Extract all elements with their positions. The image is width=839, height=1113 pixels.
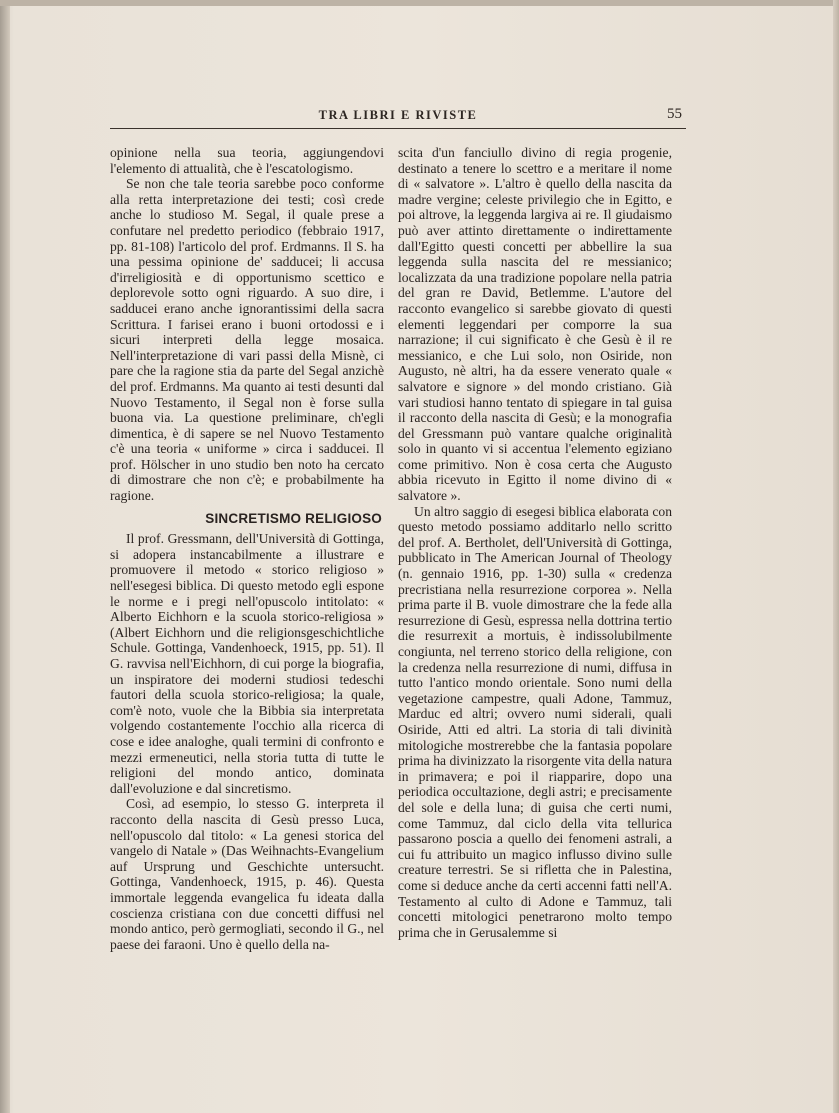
page-right-edge — [833, 0, 839, 1113]
paragraph: scita d'un fanciullo divino di regia progenie, destinato a tenere lo scettro e a meritare il nome di « salvatore ». L'altro è quello della nascita da madre vergine; celeste privilegio che in Egitto, e poi altrove, la leggenda largiva ai re. Il giudaismo può aver attinto direttamente o indirettamente dall'Egitto questi concetti per abbellire la sua leggenda sulla nascita del re messianico; localizzata da una tradizione popolare nella patria del gran re David, Betlemme. L'autore del racconto evangelico si sarebbe giovato di questi elementi leggendari per comporre la sua narrazione; il cui significato è che Gesù è il re messianico, e che Lui solo, non Osiride, non Augusto, nè altri, ha da essere venerato quale « salvatore e signore » del mondo cristiano. Già vari studiosi hanno tentato di spiegare in tal guisa il racconto della nascita di Gesù; e la monografia del Gressmann può vantare qualche originalità solo in quanto vi si accentua l'elemento egiziano come primitivo. Non è cosa certa che Augusto abbia ricevuto in Egitto il nome divino di « salvatore ». — [398, 145, 672, 504]
right-column — [398, 145, 672, 940]
running-title: TRA LIBRI E RIVISTE — [318, 108, 478, 122]
book-spine-shadow — [0, 0, 10, 1113]
paragraph: Se non che tale teoria sarebbe poco conforme alla retta interpretazione dei testi; così crede anche lo studioso M. Segal, il quale prese a confutare nel predetto periodico (febbraio 1917, pp. 81-108) l'articolo del prof. Erdmanns. Il S. ha una pessima opinione de' sadducei; li accusa d'irreligiosità e di opportunismo scettico e deplorevole sotto ogni riguardo. A suo dire, i sadducei erano anche ignorantissimi della sacra Scrittura. I farisei erano i buoni ortodossi e i sicuri interpreti della legge mosaica. Nell'interpretazione di vari passi della Misnè, ci pare che la ragione stia da parte del Segal anzichè del prof. Erdmanns. Ma quanto ai testi desunti dal Nuovo Testamento, il Segal non è forse sulla buona via. La questione preliminare, ch'egli dimentica, è di sapere se nel Nuovo Testamento c'è una teoria « uniforme » circa i sadducei. Il prof. Hölscher in uno studio ben noto ha cercato di dimostrare che non c'è; e probabilmente ha ragione. — [110, 176, 384, 504]
left-column — [110, 145, 384, 952]
page-number: 55 — [667, 106, 682, 122]
paragraph: Così, ad esempio, lo stesso G. interpreta il racconto della nascita di Gesù presso Luca, nell'opuscolo dal titolo: « La genesi storica del vangelo di Natale » (Das Weihnachts-Evangelium auf Ursprung und Geschichte untersucht. Gottinga, Vandenhoeck, 1915, p. 46). Questa immortale leggenda evangelica fu ideata dalla coscienza cristiana con due concetti diffusi nel mondo antico, però germogliati, secondo il G., nel paese dei faraoni. Uno è quello della na- — [110, 796, 384, 952]
header-rule — [110, 128, 686, 129]
page-top-edge — [0, 0, 839, 6]
paragraph: opinione nella sua teoria, aggiungendovi l'elemento di attualità, che è l'escatologismo. — [110, 145, 384, 176]
paragraph: Un altro saggio di esegesi biblica elaborata con questo metodo possiamo additarlo nello scritto del prof. A. Bertholet, dell'Università di Gottinga, pubblicato in The American Journal of Theology (n. gennaio 1916, pp. 1-30) sulla « credenza precristiana nella resurrezione corporea ». Nella prima parte il B. vuole dimostrare che la fede alla resurrezione di Gesù, espressa nella dottrina tertio die resurrexit a mortuis, è indissolubilmente congiunta, nel terreno storico della religione, con la credenza nella resurrezione di numi, diffusa in tutto l'antico mondo orientale. Sono numi della vegetazione campestre, quali Adone, Tammuz, Marduc ed altri; ovvero numi siderali, quali Osiride, Atti ed altri. La storia di tali divinità mitologiche mostrerebbe che la fantasia popolare prima ha divinizzato la risorgente vita della natura in primavera; e poi il riapparire, dopo una periodica occultazione, degli astri; e precisamente del sole e della luna; di guisa che certi numi, come Tammuz, dal ciclo della vita tellurica passarono poscia a quello dei fenomeni astrali, a cui fu attribuito un magico influsso divino sulle creature terrestri. Se si rifletta che in Palestina, come si deduce anche da certi accenni fatti nell'A. Testamento al culto di Adone e Tammuz, tali concetti mitologici penetrarono molto tempo prima che in Gerusalemme si — [398, 503, 672, 940]
paragraph: Il prof. Gressmann, dell'Università di Gottinga, si adopera instancabilmente a illustrare e promuovere il metodo « storico religioso » nell'esegesi biblica. Di questo metodo egli espone le norme e i pregi nell'opuscolo intitolato: « Alberto Eichhorn e la scuola storico-religiosa » (Albert Eichhorn und die religionsgeschichtliche Schule. Gottinga, Vandenhoeck, 1915, pp. 51). Il G. ravvisa nell'Eichhorn, di cui porge la biografia, un inspiratore dei moderni studiosi tedeschi fautori della scuola storico-religiosa; la quale, com'è noto, vuole che la Bibbia sia interpretata volgendo costantemente l'occhio alla ricerca di cose e idee analoghe, quali termini di confronto e mezzi ermeneutici, nella storia tutta di tutte le religioni del mondo antico, dominata dall'evoluzione e dal sincretismo. — [110, 531, 384, 796]
page-header — [110, 104, 686, 132]
section-heading: SINCRETISMO RELIGIOSO — [205, 510, 382, 526]
